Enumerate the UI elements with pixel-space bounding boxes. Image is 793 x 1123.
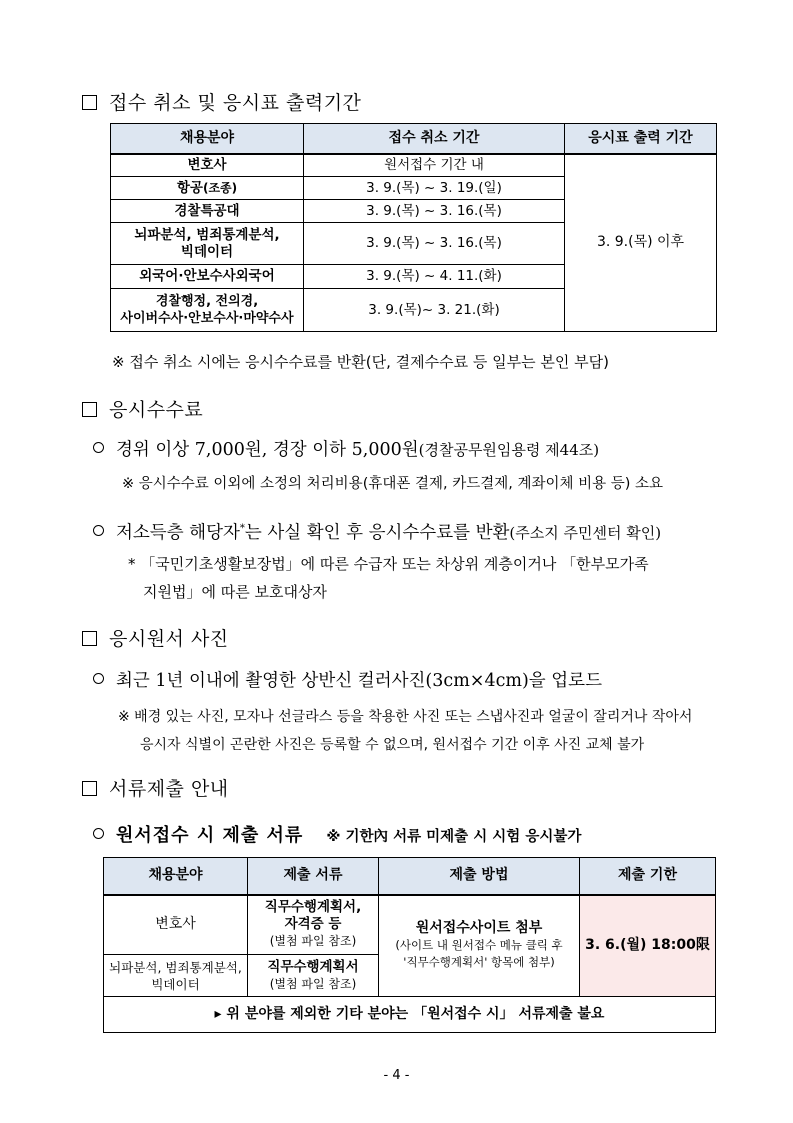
table-header-row: 채용분야 제출 서류 제출 방법 제출 기한 [104, 858, 716, 895]
fee-item-2: 저소득층 해당자*는 사실 확인 후 응시수수료를 반환(주소지 주민센터 확인) [93, 519, 661, 544]
section-fee-title: 응시수수료 [82, 395, 203, 422]
table-row: 변호사 원서접수 기간 내 3. 9.(목) 이후 [111, 154, 717, 177]
photo-item: 최근 1년 이내에 촬영한 상반신 컬러사진(3cm×4cm)을 업로드 [93, 667, 602, 692]
print-period-cell: 3. 9.(목) 이후 [565, 154, 717, 332]
table-row: 항공(조종) 3. 9.(목) ~ 3. 19.(일) [111, 177, 717, 200]
fee-note-2-line2: 지원법」에 따른 보호대상자 [143, 583, 327, 601]
checkbox-square-icon [82, 781, 97, 796]
fee-note-2-line1: * 「국민기초생활보장법」에 따른 수급자 또는 차상위 계층이거나 「한부모가족 [128, 555, 649, 573]
deadline-cell: 3. 6.(월) 18:00限 [580, 895, 716, 997]
cancel-note: ※ 접수 취소 시에는 응시수수료를 반환(단, 결제수수료 등 일부는 본인 부담) [112, 353, 609, 371]
section-docs-title: 서류제출 안내 [82, 774, 229, 801]
table-row: 외국어·안보수사외국어 3. 9.(목) ~ 4. 11.(화) [111, 265, 717, 289]
checkbox-square-icon [82, 402, 97, 417]
checkbox-square-icon [82, 631, 97, 646]
page-number: - 4 - [383, 1068, 410, 1083]
cancel-table [110, 123, 717, 332]
fee-note-1: ※ 응시수수료 이외에 소정의 처리비용(휴대폰 결제, 카드결제, 계좌이체 비용 등) 소요 [122, 476, 664, 492]
checkbox-square-icon [82, 95, 97, 110]
photo-note-line1: ※ 배경 있는 사진, 모자나 선글라스 등을 착용한 사진 또는 스냅사진과 얼굴이 잘리거나 작아서 [118, 709, 693, 725]
table-row: 뇌파분석, 범죄통계분석, 빅데이터 직무수행계획서 (별첨 파일 참조) [104, 955, 716, 997]
docs-item: 원서접수 시 제출 서류 ※ 기한內 서류 미제출 시 시험 응시불가 [93, 821, 581, 847]
table-row: 경찰특공대 3. 9.(목) ~ 3. 16.(목) [111, 200, 717, 223]
docs-table [103, 857, 716, 1033]
table-row: 변호사 직무수행계획서, 자격증 등 (별첨 파일 참조) 원서접수사이트 첨부 (사이트 내 원서접수 메뉴 클릭 후 '직무수행계획서' 항목에 첨부) 3. 6.(월) 18:00限 [104, 895, 716, 955]
circle-bullet-icon [93, 525, 104, 536]
circle-bullet-icon [93, 442, 104, 453]
circle-bullet-icon [93, 673, 104, 684]
docs-warning: ※ 기한內 서류 미제출 시 시험 응시불가 [326, 829, 582, 845]
section-cancel-title: 접수 취소 및 응시표 출력기간 [82, 88, 361, 115]
table-footer-row: ▸ 위 분야를 제외한 기타 분야는 「원서접수 시」 서류제출 불요 [104, 997, 716, 1033]
fee-item-1: 경위 이상 7,000원, 경장 이하 5,000원(경찰공무원임용령 제44조) [93, 436, 599, 461]
table-row: 뇌파분석, 범죄통계분석, 빅데이터 3. 9.(목) ~ 3. 16.(목) [111, 223, 717, 265]
table-row: 경찰행정, 전의경, 사이버수사·안보수사·마약수사 3. 9.(목)~ 3. 21.(화) [111, 289, 717, 332]
circle-bullet-icon [93, 828, 104, 839]
section-photo-title: 응시원서 사진 [82, 624, 229, 651]
table-header-row: 채용분야 접수 취소 기간 응시표 출력 기간 [111, 124, 717, 154]
photo-note-line2: 응시자 식별이 곤란한 사진은 등록할 수 없으며, 원서접수 기간 이후 사진 교체 불가 [140, 737, 645, 753]
